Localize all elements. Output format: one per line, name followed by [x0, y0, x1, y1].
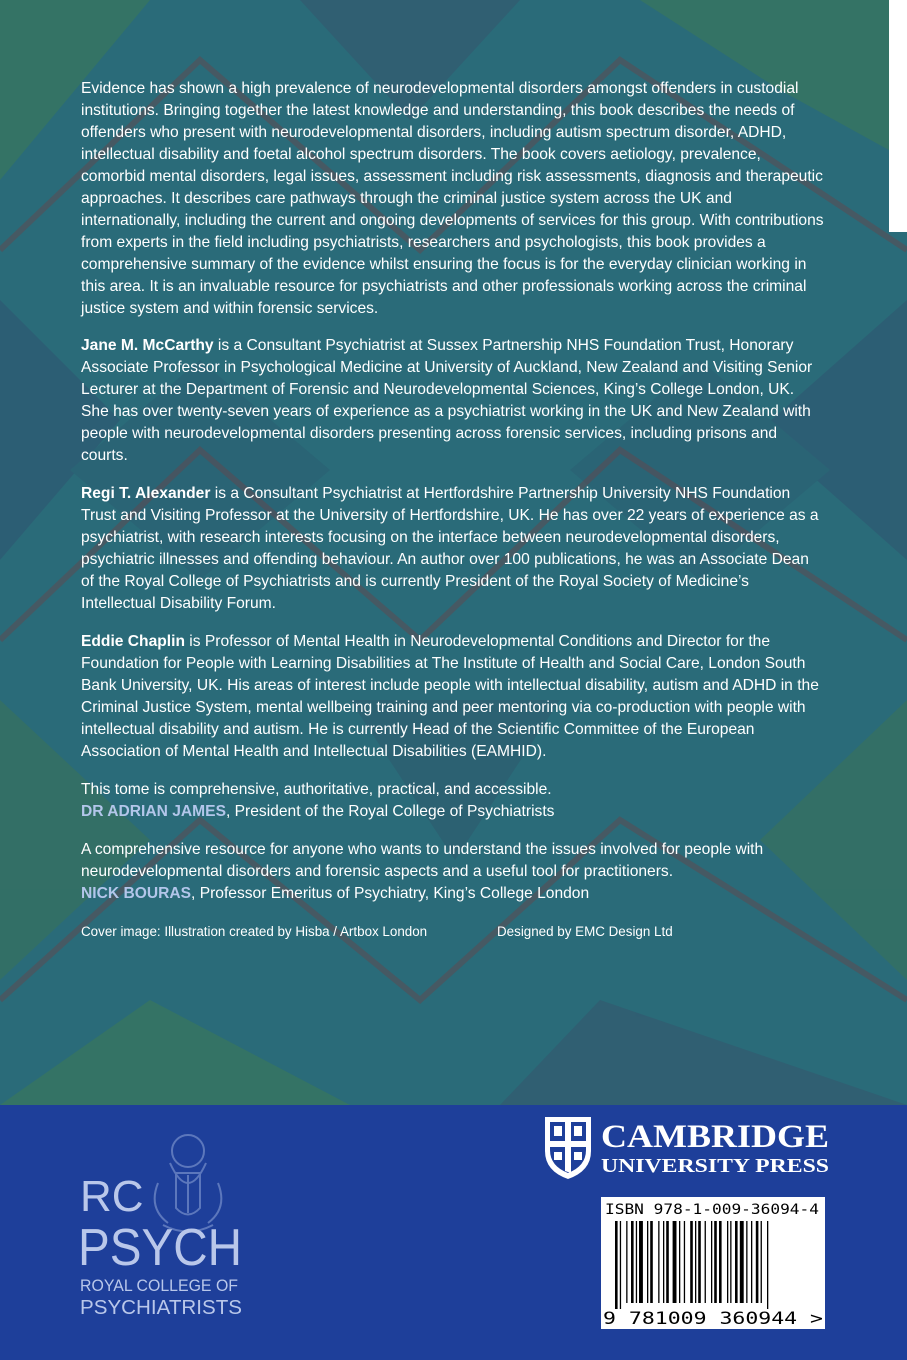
publisher-name-line1: CAMBRIDGE — [601, 1119, 829, 1155]
barcode-bar — [650, 1221, 653, 1303]
endorsement-author: DR ADRIAN JAMES — [81, 803, 226, 820]
cover-image-credit: Cover image: Illustration created by Hisba / Artbox London — [81, 924, 428, 939]
author-bio-text: is a Consultant Psychiatrist at Hertfordshire Partnership University NHS Foundation Trust and Visiting Professor at the University of Hertfordshire, UK. He has over 22 years of experience as a psychiatrist, with research interests focusing on the interface between neurodevelopmental disorders, psychiatric illnesses and offending behaviour. An author over 100 publications, he was an Associate Dean of the Royal College of Psychiatrists and is currently President of the Royal Society of Medicine’s Intellectual Disability Forum. — [81, 485, 819, 612]
barcode-bar — [719, 1221, 722, 1303]
barcode-bar — [684, 1221, 685, 1303]
barcode-bar — [636, 1221, 637, 1303]
barcode-bar — [727, 1221, 728, 1303]
design-credit: Designed by EMC Design Ltd — [497, 924, 673, 939]
barcode-bar — [639, 1221, 643, 1303]
barcode-bar — [767, 1221, 768, 1309]
barcode-bar — [673, 1221, 677, 1303]
barcode-bar — [730, 1221, 731, 1303]
endorsement-role: , Professor Emeritus of Psychiatry, King’s College London — [191, 885, 590, 902]
author-name: Eddie Chaplin — [81, 633, 185, 650]
author-name: Regi T. Alexander — [81, 485, 211, 502]
cambridge-shield-icon — [545, 1117, 591, 1179]
isbn-label: ISBN 978-1-009-36094-4 — [605, 1202, 819, 1218]
white-edge-strip — [889, 0, 907, 232]
endorsement-role: , President of the Royal College of Psychiatrists — [225, 803, 555, 820]
barcode — [601, 1197, 825, 1329]
rcpsych-royal-college-of: ROYAL COLLEGE OF — [80, 1276, 238, 1295]
coat-of-arms-icon — [155, 1135, 222, 1232]
rcpsych-psych: PSYCH — [78, 1219, 242, 1277]
author-bio-text: is a Consultant Psychiatrist at Sussex Partnership NHS Foundation Trust, Honorary Associate Professor in Psychological Medicine at University of Auckland, New Zealand and Visiting Senior Lecturer at the Department of Forensic and Neurodevelopmental Sciences, King’s College London, UK. She has over twenty-seven years of experience as a psychiatrist working in the UK and New Zealand with people with neurodevelopmental disorders presenting across forensic services, including prisons and courts. — [81, 337, 813, 464]
author-bio-alexander — [81, 483, 826, 615]
cambridge-university-press-logo — [543, 1113, 833, 1183]
barcode-bar — [620, 1221, 621, 1309]
rcpsych-psychiatrists: PSYCHIATRISTS — [80, 1297, 242, 1319]
barcode-bar — [695, 1221, 696, 1303]
barcode-bar — [714, 1221, 717, 1303]
barcode-bar — [679, 1221, 680, 1303]
endorsement-text: A comprehensive resource for anyone who wants to understand the issues involved for people with neurodevelopmental disorders and forensic aspects and a useful tool for practitioners. — [81, 841, 764, 880]
publisher-name-line2: UNIVERSITY PRESS — [601, 1155, 829, 1177]
barcode-bar — [761, 1221, 762, 1303]
credits-line — [81, 921, 826, 943]
barcode-bar — [658, 1221, 659, 1303]
isbn-digits: 9 781009 360944 > — [603, 1309, 823, 1329]
barcode-bar — [631, 1221, 634, 1303]
barcode-bar — [735, 1221, 738, 1303]
barcode-bar — [647, 1221, 648, 1303]
back-cover-text — [81, 78, 826, 943]
endorsement-author: NICK BOURAS — [81, 885, 192, 902]
barcode-bar — [711, 1221, 712, 1303]
endorsement-text: This tome is comprehensive, authoritative, practical, and accessible. — [81, 781, 552, 798]
barcode-bar — [698, 1221, 701, 1303]
barcode-bar — [756, 1221, 759, 1303]
barcode-bars — [615, 1221, 768, 1309]
barcode-bar — [690, 1221, 693, 1303]
barcode-bar — [615, 1221, 618, 1309]
barcode-bar — [705, 1221, 706, 1303]
barcode-bar — [663, 1221, 664, 1303]
author-bio-text: is Professor of Mental Health in Neurodevelopmental Conditions and Director for the Foundation for People with Learning Disabilities at The Institute of Health and Social Care, London South Bank University, UK. His areas of interest include people with intellectual disability, autism and ADHD in the Criminal Justice System, mental wellbeing training and peer mentoring via co-production with people with intellectual disability and autism. He is currently Head of the Scientific Committee of the European Association of Mental Health and Intellectual Disabilities (EAMHID). — [81, 633, 819, 760]
barcode-bar — [751, 1221, 752, 1303]
barcode-bar — [746, 1221, 747, 1303]
barcode-bar — [740, 1221, 744, 1303]
author-bio-chaplin — [81, 631, 826, 763]
endorsement-bouras — [81, 839, 826, 905]
author-bio-mccarthy — [81, 335, 826, 467]
isbn-barcode-box — [601, 1197, 825, 1329]
rcpsych-logo — [78, 1113, 248, 1323]
author-name: Jane M. McCarthy — [81, 337, 214, 354]
endorsement-james — [81, 779, 826, 823]
barcode-bar — [626, 1221, 627, 1303]
barcode-bar — [666, 1221, 669, 1303]
book-description: Evidence has shown a high prevalence of neurodevelopmental disorders amongst offenders in custodial institutions. Bringing together the latest knowledge and understanding, this book describes the needs of offenders who present with neurodevelopmental disorders, including autism spectrum disorder, ADHD, intellectual disability and foetal alcohol spectrum disorders. The book covers aetiology, prevalence, comorbid mental disorders, legal issues, assessment including risk assessments, diagnosis and therapeutic approaches. It describes care pathways through the criminal justice system across the UK and internationally, including the current and ongoing developments of services for this group. With contributions from experts in the field including psychiatrists, researchers and psychologists, this book provides a comprehensive summary of the evidence whilst ensuring the focus is for the everyday clinician working in this area. It is an invaluable resource for psychiatrists and other professionals working across the criminal justice system and within forensic services. — [81, 80, 824, 317]
rcpsych-rc: RC — [80, 1172, 144, 1221]
